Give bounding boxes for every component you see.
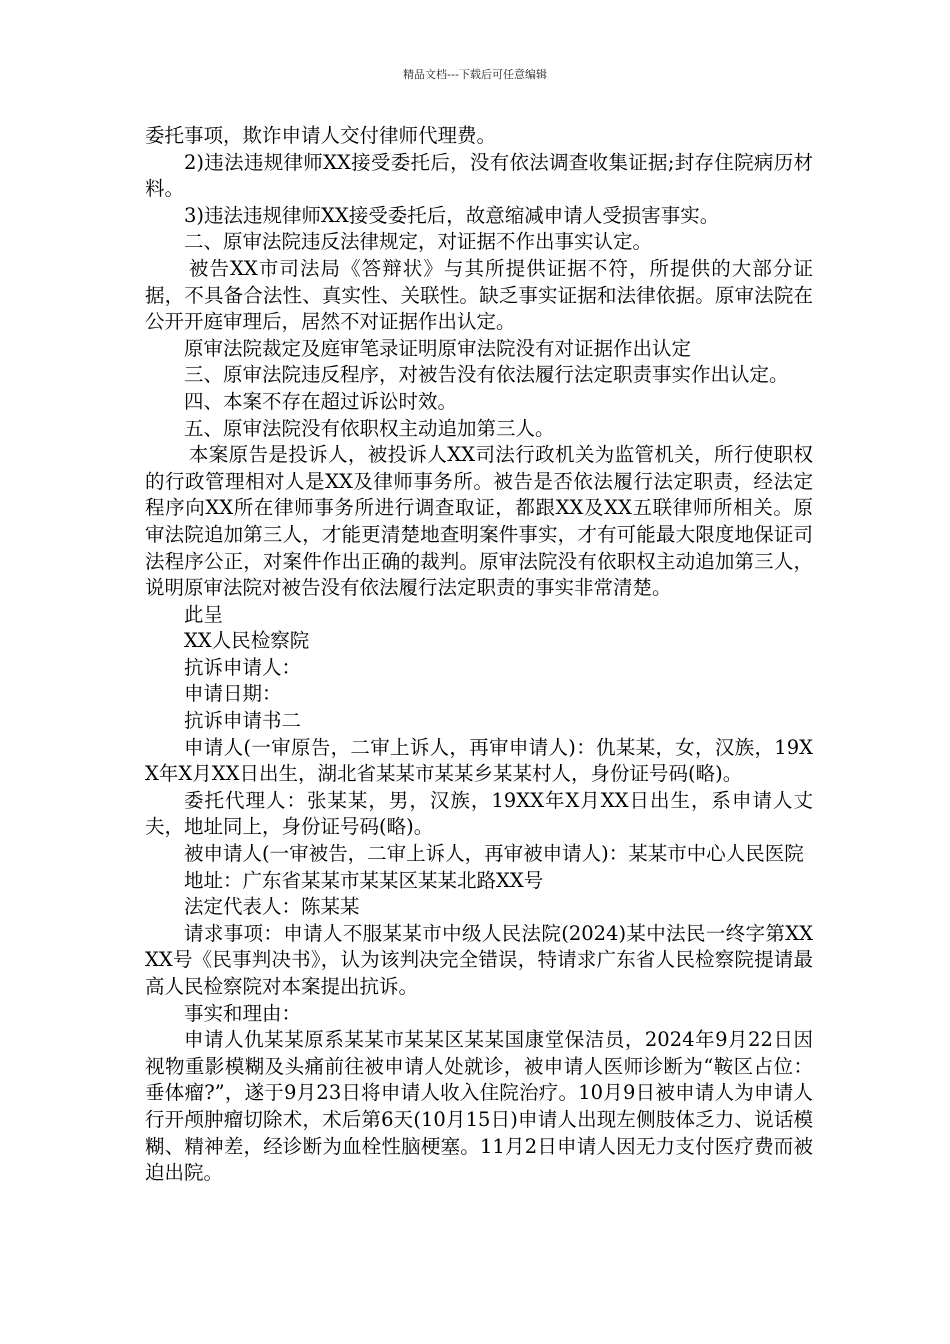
document-body xyxy=(145,123,813,1187)
paragraph-request: 请求事项：申请人不服某某市中级人民法院(2024)某中法民一终字第XXXX号《民事判决书》，认为该判决完全错误，特请求广东省人民检察院提请最高人民检察院对本案提出抗诉。 xyxy=(145,921,813,998)
paragraph-item-3: 3)违法违规律师XX接受委托后，故意缩减申请人受损害事实。 xyxy=(184,203,720,227)
section-heading-5: 五、原审法院没有依职权主动追加第三人。 xyxy=(184,416,555,440)
paragraph-agent: 委托代理人：张某某，男，汉族，19XX年X月XX日出生，系申请人丈夫，地址同上，身份证号码(略)。 xyxy=(145,788,813,839)
closing-applicant: 抗诉申请人： xyxy=(184,655,302,679)
paragraph-item-2: 2)违法违规律师XX接受委托后，没有依法调查收集证据;封存住院病历材料。 xyxy=(145,150,813,201)
section-facts-heading: 事实和理由： xyxy=(184,1001,302,1025)
paragraph-continuation: 委托事项，欺诈申请人交付律师代理费。 xyxy=(145,124,497,147)
paragraph-defendant-reply: 被告XX市司法局《答辩状》与其所提供证据不符，所提供的大部分证据，不具备合法性、真实性、关联性。缺乏事实证据和法律依据。原审法院在公开开庭审理后，居然不对证据作出认定。 xyxy=(145,256,813,334)
closing-recipient: XX人民检察院 xyxy=(184,629,310,653)
page-header: 精品文档---下载后可任意编辑 xyxy=(403,68,547,81)
paragraph-legal-rep: 法定代表人：陈某某 xyxy=(184,895,360,919)
paragraph-facts: 申请人仇某某原系某某市某某区某某国康堂保洁员，2024年9月22日因视物重影模糊及头痛前往被申请人处就诊，被申请人医师诊断为“鞍区占位：垂体瘤?”，遂于9月23日将申请人收入住院治疗。10月9日被申请人为申请人行开颅肿瘤切除术，术后第6天(10月15日)申请人出现左侧肢体乏力、说话模糊、精神差，经诊断为血栓性脑梗塞。11月2日申请人因无力支付医疗费而被迫出院。 xyxy=(145,1028,813,1185)
paragraph-applicant: 申请人(一审原告，二审上诉人，再审申请人)：仇某某，女，汉族，19XX年X月XX日出生，湖北省某某市某某乡某某村人，身份证号码(略)。 xyxy=(145,735,813,786)
paragraph-respondent: 被申请人(一审被告，二审上诉人，再审被申请人)：某某市中心人民医院 xyxy=(184,842,804,866)
paragraph-address: 地址：广东省某某市某某区某某北路XX号 xyxy=(184,868,544,892)
paragraph-third-party: 本案原告是投诉人，被投诉人XX司法行政机关为监管机关，所行使职权的行政管理相对人是XX及律师事务所。被告是否依法履行法定职责，经法定程序向XX所在律师事务所进行调查取证，都跟XX及XX五联律师所相关。原审法院追加第三人，才能更清楚地查明案件事实，才有可能最大限度地保证司法程序公正，对案件作出正确的裁判。原审法院没有依职权主动追加第三人，说明原审法院对被告没有依法履行法定职责的事实非常清楚。 xyxy=(145,443,813,600)
document-title-2: 抗诉申请书二 xyxy=(184,709,302,733)
closing-date: 申请日期： xyxy=(184,682,282,706)
section-heading-2: 二、原审法院违反法律规定，对证据不作出事实认定。 xyxy=(184,230,653,254)
section-heading-4: 四、本案不存在超过诉讼时效。 xyxy=(184,389,458,413)
paragraph-court-ruling: 原审法院裁定及庭审笔录证明原审法院没有对证据作出认定 xyxy=(184,336,692,360)
section-heading-3: 三、原审法院违反程序，对被告没有依法履行法定职责事实作出认定。 xyxy=(184,363,789,387)
closing-submit: 此呈 xyxy=(184,602,224,626)
